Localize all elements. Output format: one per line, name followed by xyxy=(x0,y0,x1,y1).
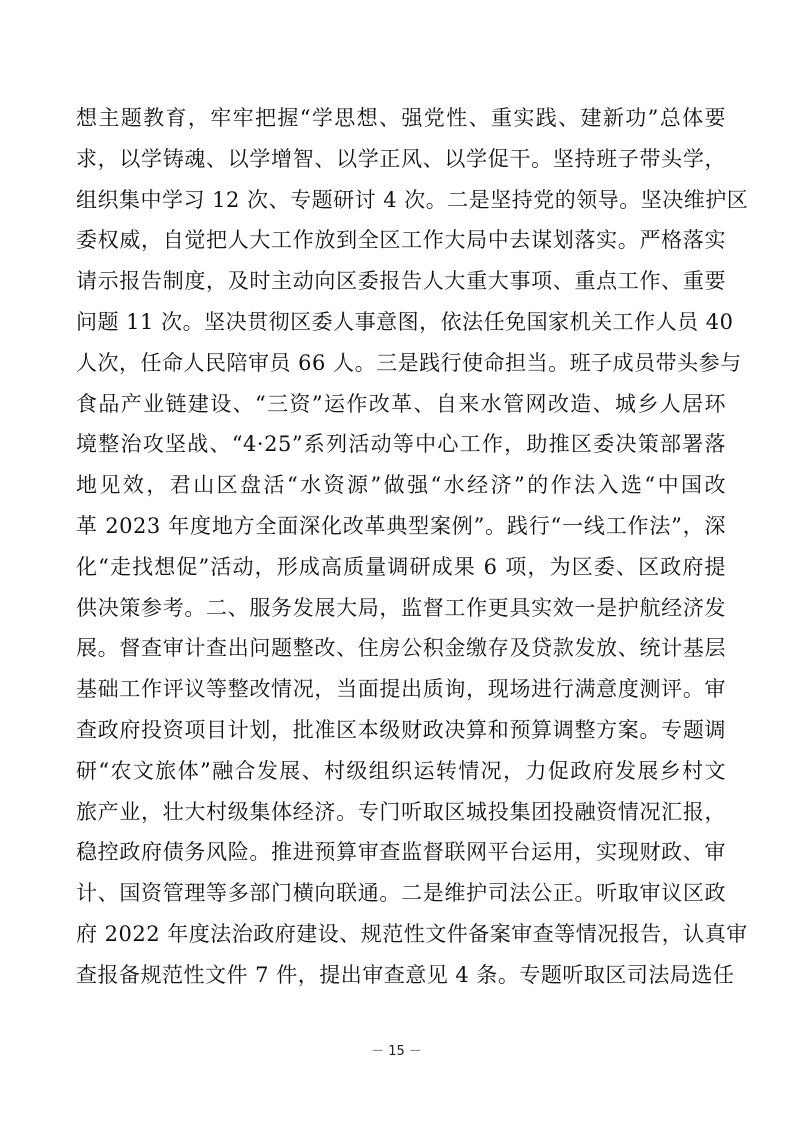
text-line: 委权威，自觉把人大工作放到全区工作大局中去谋划落实。严格落实 xyxy=(76,228,726,253)
text-line: 组织集中学习 12 次、专题研讨 4 次。二是坚持党的领导。坚决维护区 xyxy=(76,187,749,212)
text-line: 展。督查审计查出问题整改、住房公积金缴存及贷款发放、统计基层 xyxy=(76,636,726,661)
text-line: 人次，任命人民陪审员 66 人。三是践行使命担当。班子成员带头参与 xyxy=(76,350,742,375)
text-line: 查政府投资项目计划，批准区本级财政决算和预算调整方案。专题调 xyxy=(76,717,726,742)
text-line: 问题 11 次。坚决贯彻区委人事意图，依法任免国家机关工作人员 40 xyxy=(76,309,734,334)
text-line: 境整治攻坚战、“4·25”系列活动等中心工作，助推区委决策部署落 xyxy=(76,432,726,457)
page-number: － 15 － xyxy=(371,1044,422,1059)
text-line: 供决策参考。二、服务发展大局，监督工作更具实效一是护航经济发 xyxy=(76,595,726,620)
text-line: 基础工作评议等整改情况，当面提出质询，现场进行满意度测评。审 xyxy=(76,677,726,702)
text-line: 计、国资管理等多部门横向联通。二是维护司法公正。听取审议区政 xyxy=(76,881,726,906)
text-line: 稳控政府债务风险。推进预算审查监督联网平台运用，实现财政、审 xyxy=(76,840,726,865)
text-line: 想主题教育，牢牢把握“学思想、强党性、重实践、建新功”总体要 xyxy=(76,106,726,130)
text-line: 地见效，君山区盘活“水资源”做强“水经济”的作法入选“中国改 xyxy=(76,473,726,498)
text-line: 旅产业，壮大村级集体经济。专门听取区城投集团投融资情况汇报， xyxy=(76,799,726,824)
text-line: 求，以学铸魂、以学增智、以学正风、以学促干。坚持班子带头学， xyxy=(76,146,726,171)
text-line: 化“走找想促”活动，形成高质量调研成果 6 项，为区委、区政府提 xyxy=(76,554,726,579)
text-line: 食品产业链建设、“三资”运作改革、自来水管网改造、城乡人居环 xyxy=(76,391,726,416)
text-line: 请示报告制度，及时主动向区委报告人大重大事项、重点工作、重要 xyxy=(76,269,726,294)
text-line: 查报备规范性文件 7 件，提出审查意见 4 条。专题听取区司法局选任 xyxy=(76,962,735,987)
text-line: 研“农文旅体”融合发展、村级组织运转情况，力促政府发展乡村文 xyxy=(76,758,726,783)
text-line: 革 2023 年度地方全面深化改革典型案例”。践行“一线工作法”，深 xyxy=(76,513,726,538)
body-text xyxy=(76,98,749,996)
text-line: 府 2022 年度法治政府建设、规范性文件备案审查等情况报告，认真审 xyxy=(76,921,748,946)
